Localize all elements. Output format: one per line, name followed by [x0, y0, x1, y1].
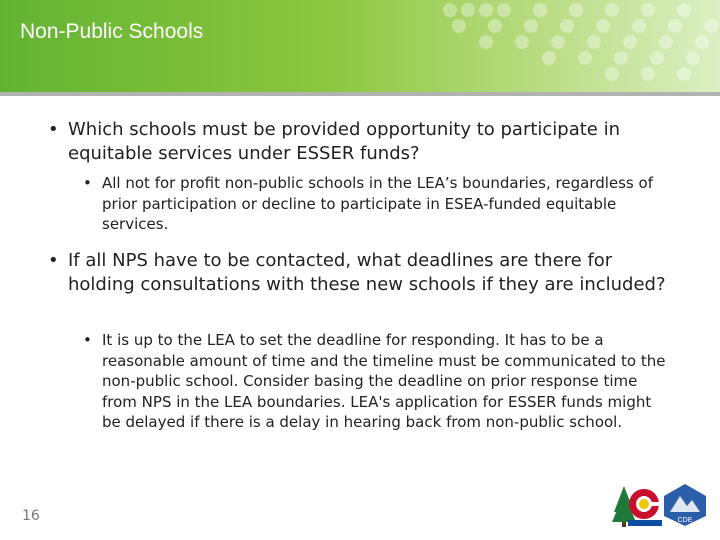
- slide-title: Non-Public Schools: [20, 20, 204, 43]
- colorado-logo: [610, 482, 662, 528]
- answer-1-text: All not for profit non-public schools in the LEA’s boundaries, regardless of prior participation or decline to participate in ESEA-funded equitable services.: [102, 174, 653, 233]
- bullet-marker: •: [48, 250, 59, 271]
- question-2: [48, 249, 678, 297]
- bullet-marker: •: [48, 119, 59, 140]
- answer-2-text: It is up to the LEA to set the deadline for responding. It has to be a reasonable amount of time and the timeline must be communicated to the non-public school. Consider basing the deadline on prior response time from NPS in the LEA boundaries. LEA's application for ESSER funds might be delayed if there is a delay in hearing back from non-public school.: [102, 331, 666, 431]
- bullet-marker: •: [83, 174, 92, 192]
- page-number: 16: [22, 508, 40, 524]
- answer-1: [83, 173, 668, 235]
- question-2-text: If all NPS have to be contacted, what deadlines are there for holding consultations with these new schools if they are included?: [68, 250, 666, 295]
- answer-2: [83, 330, 668, 433]
- cde-logo: [660, 482, 710, 528]
- bullet-marker: •: [83, 331, 92, 349]
- question-1: [48, 118, 678, 166]
- question-1-text: Which schools must be provided opportunity to participate in equitable services under ESSER funds?: [68, 119, 621, 164]
- cde-logo-text: CDE: [677, 517, 693, 524]
